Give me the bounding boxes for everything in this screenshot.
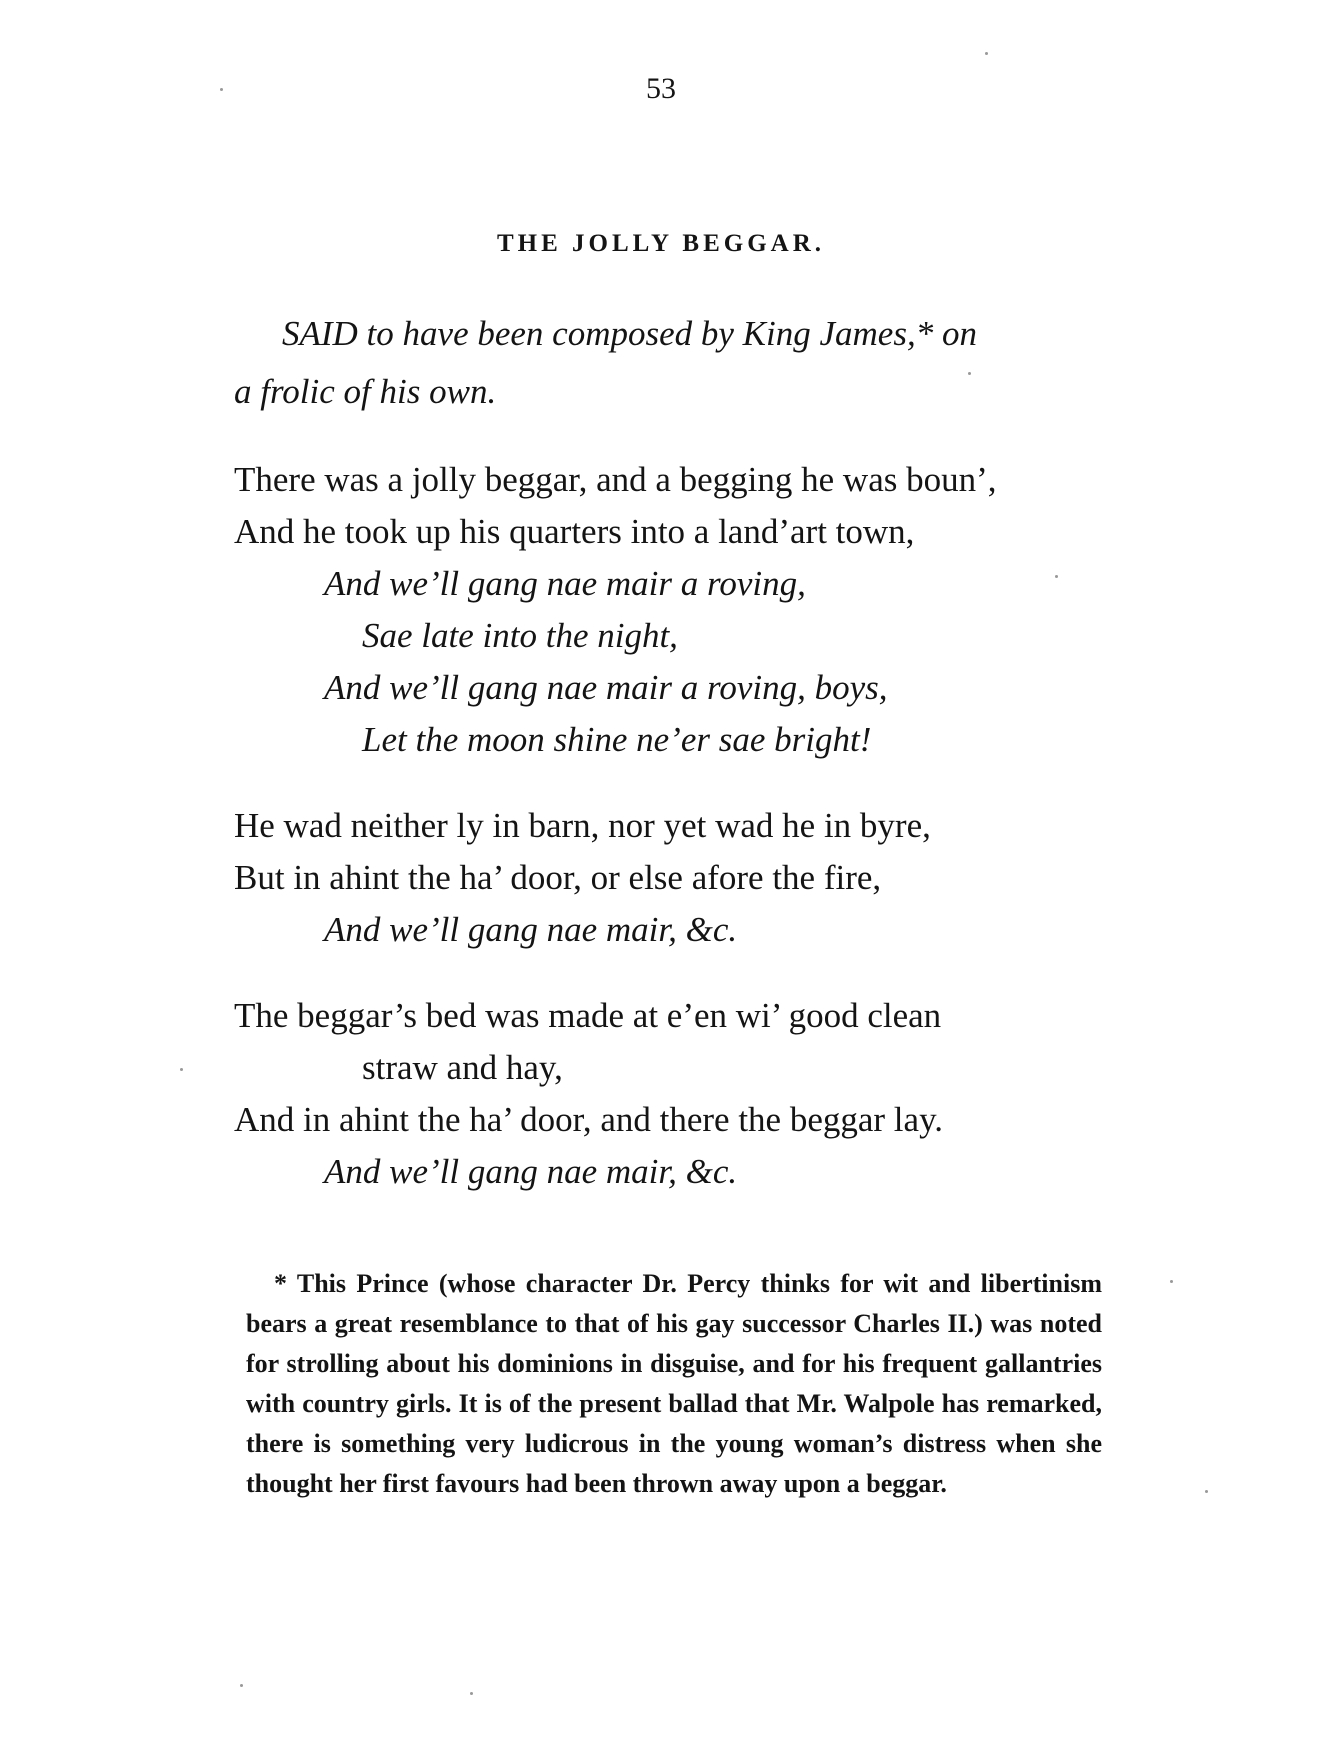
intro-note xyxy=(234,305,1094,421)
refrain-line: And we’ll gang nae mair a roving, boys, xyxy=(324,668,888,707)
refrain-line: Let the moon shine ne’er sae bright! xyxy=(362,720,872,759)
footnote-text: * This Prince (whose character Dr. Percy thinks for wit and libertinism bears a great resemblance to that of his gay successor Charles II.) was noted for strolling about his dominions in disguise, and for his frequent gallantries with country girls. It is of the present ballad that Mr. Walpole has remarked, there is something very ludicrous in the young woman’s distress when she thought her first favours had been thrown away upon a beggar. xyxy=(246,1269,1102,1498)
refrain-line: Sae late into the night, xyxy=(362,616,678,655)
verse-line: There was a jolly beggar, and a begging he was boun’, xyxy=(234,460,997,499)
paper-speck xyxy=(1170,1280,1173,1283)
verse-line: But in ahint the ha’ door, or else afore the fire, xyxy=(234,858,882,897)
page-number: 53 xyxy=(646,72,676,105)
paper-speck xyxy=(985,52,988,55)
refrain-line: And we’ll gang nae mair, &c. xyxy=(324,1152,738,1191)
intro-line: a frolic of his own. xyxy=(234,372,497,411)
paper-speck xyxy=(220,88,223,91)
verse-line: He wad neither ly in barn, nor yet wad he in byre, xyxy=(234,806,931,845)
verse-line: The beggar’s bed was made at e’en wi’ good clean xyxy=(234,996,942,1035)
stanza-2 xyxy=(234,800,1114,956)
refrain-line: And we’ll gang nae mair, &c. xyxy=(324,910,738,949)
verse-line: And he took up his quarters into a land’art town, xyxy=(234,512,915,551)
paper-speck xyxy=(470,1692,473,1695)
footnote xyxy=(246,1264,1102,1504)
paper-speck xyxy=(1205,1490,1208,1493)
stanza-3 xyxy=(234,990,1114,1198)
paper-speck xyxy=(1055,575,1058,578)
paper-speck xyxy=(240,1684,243,1687)
verse-line-continuation: straw and hay, xyxy=(362,1048,563,1087)
poem-title: THE JOLLY BEGGAR. xyxy=(496,230,826,257)
intro-line: SAID to have been composed by King James,* on xyxy=(282,314,977,353)
paper-speck xyxy=(968,372,971,375)
verse-line: And in ahint the ha’ door, and there the beggar lay. xyxy=(234,1100,944,1139)
stanza-1 xyxy=(234,454,1114,766)
paper-speck xyxy=(180,1068,183,1071)
refrain-line: And we’ll gang nae mair a roving, xyxy=(324,564,806,603)
